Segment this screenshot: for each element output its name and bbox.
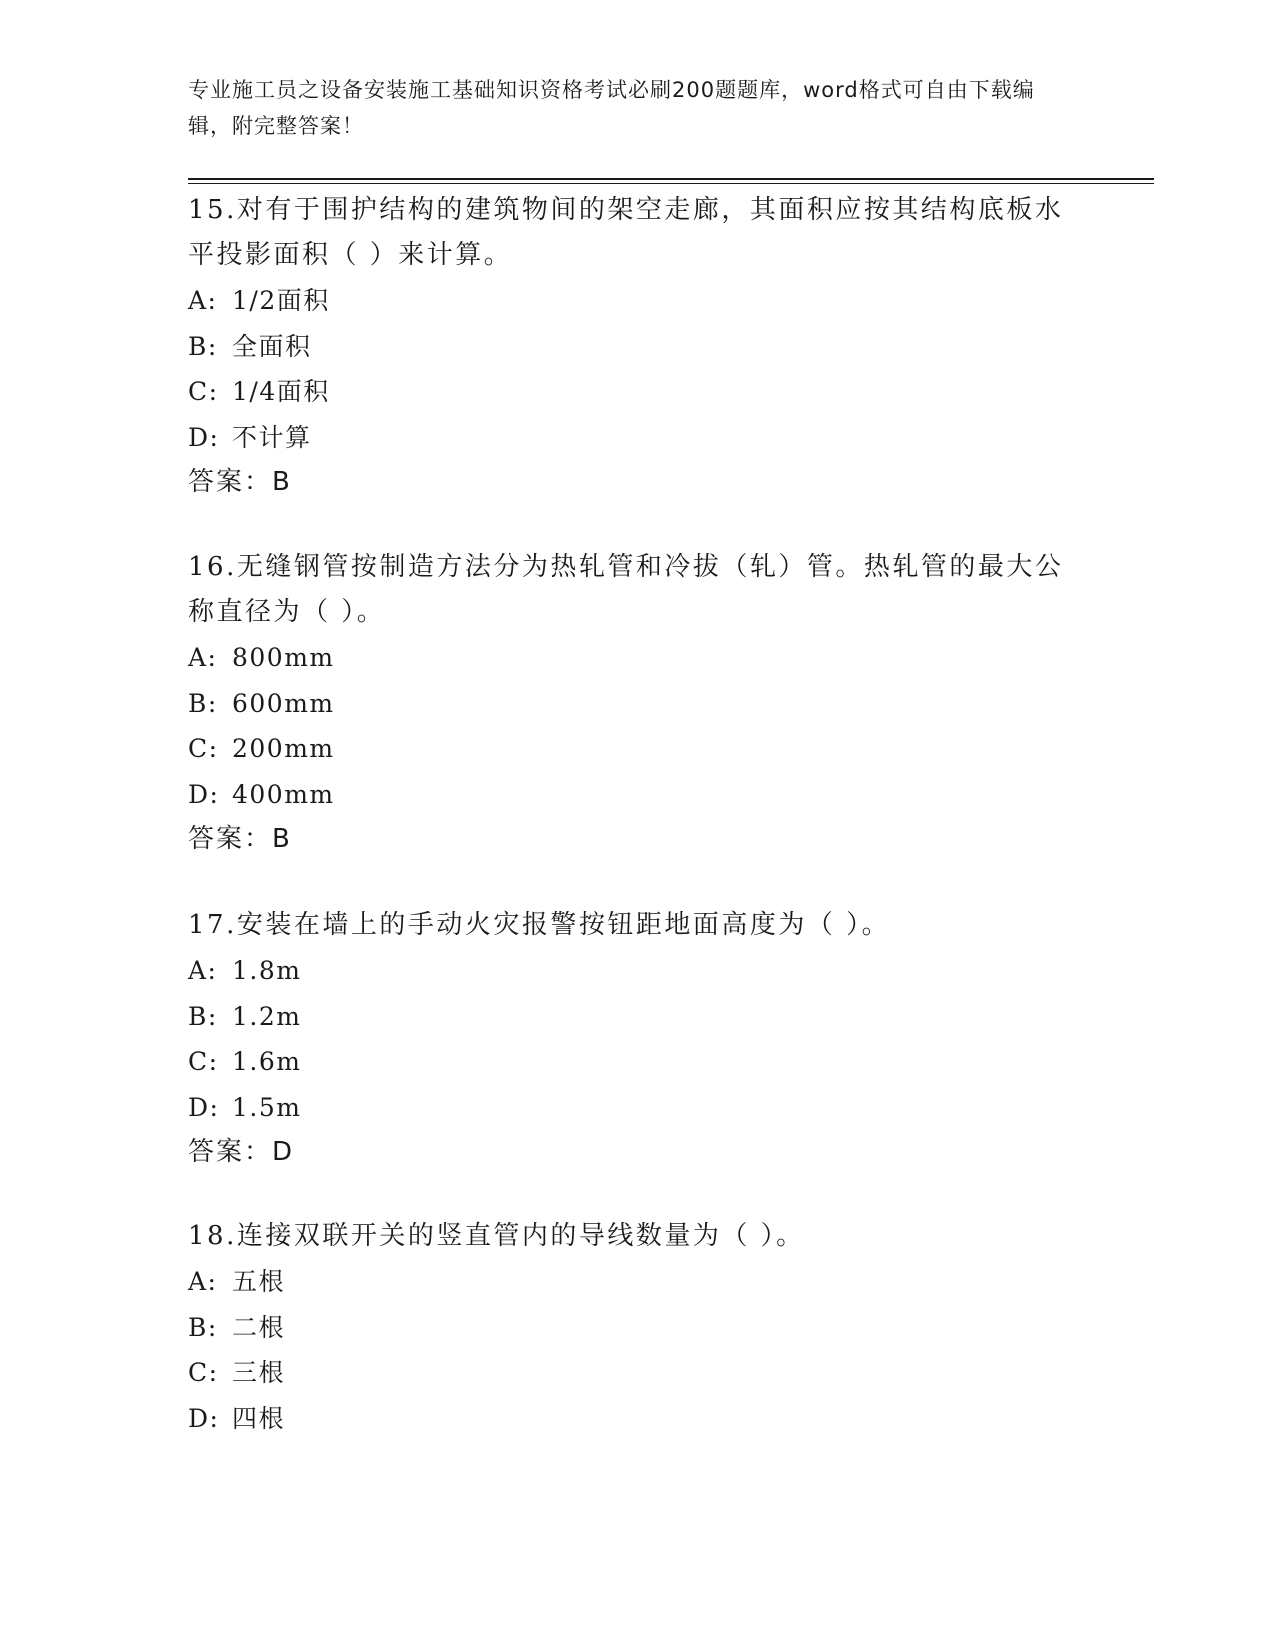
option-text: 全面积 <box>232 331 312 361</box>
option-key: D: <box>188 422 220 452</box>
option-text: 600mm <box>232 688 335 718</box>
option-key: D: <box>188 1092 220 1122</box>
option-key: D: <box>188 1403 220 1433</box>
option-key: B: <box>188 331 218 361</box>
question-stem: 18.连接双联开关的竖直管内的导线数量为（ ）。 <box>188 1221 805 1251</box>
option-text: 二根 <box>232 1312 286 1342</box>
question-18 <box>188 1214 1088 1441</box>
answer-line: 答案：B <box>188 824 292 854</box>
option-b <box>188 681 1088 727</box>
option-c <box>188 726 1088 772</box>
option-b <box>188 1305 1088 1351</box>
option-a <box>188 1259 1088 1305</box>
option-key: B: <box>188 1001 218 1031</box>
option-text: 200mm <box>232 734 335 763</box>
option-key: A: <box>188 286 218 315</box>
option-a <box>188 948 1088 994</box>
header-divider-thin <box>188 183 1154 184</box>
option-text: 五根 <box>232 1267 286 1296</box>
option-text: 1.8m <box>232 956 302 985</box>
option-key: D: <box>188 779 220 809</box>
option-key: A: <box>188 643 218 672</box>
option-c <box>188 1039 1088 1085</box>
question-15 <box>188 188 1088 505</box>
option-text: 1/4面积 <box>232 377 330 406</box>
option-text: 400mm <box>232 779 335 809</box>
option-d <box>188 1085 1088 1131</box>
option-text: 800mm <box>232 643 335 672</box>
question-16 <box>188 545 1088 862</box>
option-text: 1.5m <box>232 1092 302 1122</box>
option-c <box>188 369 1088 415</box>
option-text: 四根 <box>232 1403 286 1433</box>
option-text: 1.6m <box>232 1047 302 1076</box>
question-stem: 15.对有于围护结构的建筑物间的架空走廊，其面积应按其结构底板水平投影面积（ ）来计算。 <box>188 195 1064 270</box>
option-b <box>188 994 1088 1040</box>
question-stem: 17.安装在墙上的手动火灾报警按钮距地面高度为（ ）。 <box>188 910 891 940</box>
option-text: 1.2m <box>232 1001 302 1031</box>
option-a <box>188 635 1088 681</box>
option-key: B: <box>188 688 218 718</box>
option-key: C: <box>188 1047 219 1076</box>
option-text: 三根 <box>232 1358 286 1387</box>
option-a <box>188 278 1088 324</box>
question-stem: 16.无缝钢管按制造方法分为热轧管和冷拔（轧）管。热轧管的最大公称直径为（ ）。 <box>188 552 1064 627</box>
option-d <box>188 415 1088 461</box>
option-d <box>188 772 1088 818</box>
option-b <box>188 324 1088 370</box>
option-key: A: <box>188 956 218 985</box>
question-17 <box>188 903 1088 1175</box>
option-key: B: <box>188 1312 218 1342</box>
option-text: 不计算 <box>232 422 312 452</box>
answer-line: 答案：B <box>188 467 292 497</box>
option-text: 1/2面积 <box>232 286 330 315</box>
option-key: C: <box>188 377 219 406</box>
option-key: C: <box>188 734 219 763</box>
header-divider-thick <box>188 178 1154 180</box>
answer-line: 答案：D <box>188 1137 295 1167</box>
option-d <box>188 1396 1088 1442</box>
option-c <box>188 1350 1088 1396</box>
option-key: A: <box>188 1267 218 1296</box>
document-header: 专业施工员之设备安装施工基础知识资格考试必刷200题题库，word格式可自由下载编辑，附完整答案！ <box>188 78 1035 138</box>
option-key: C: <box>188 1358 219 1387</box>
